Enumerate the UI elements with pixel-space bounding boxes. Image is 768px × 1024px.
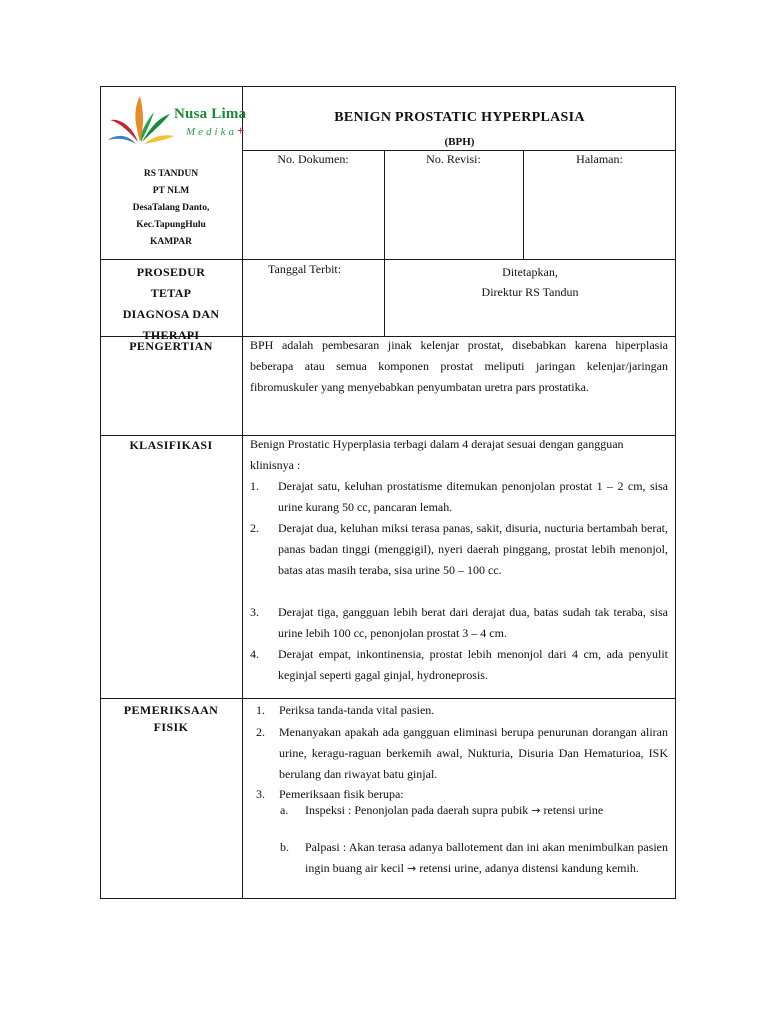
klasifikasi-label: KLASIFIKASI: [129, 438, 213, 452]
ditetapkan-label: Ditetapkan,: [502, 265, 558, 279]
pemeriksaan-label: [100, 702, 242, 736]
hospital-line: DesaTalang Danto,: [132, 203, 210, 213]
pemeriksaan-item: Periksa tanda-tanda vital pasien.: [279, 703, 435, 717]
procedure-line: DIAGNOSA DAN: [122, 307, 220, 321]
leaf-emblem-icon: [106, 92, 176, 148]
sub-list-letter: a.: [280, 803, 289, 817]
row-divider-4: [100, 698, 676, 699]
title-divider: [242, 150, 676, 151]
list-number: 4.: [250, 647, 259, 661]
company-logo: [106, 92, 247, 150]
logo-name-line2: Medika+: [186, 123, 245, 138]
pemeriksaan-item: Pemeriksaan fisik berupa:: [279, 787, 404, 801]
list-number: 3.: [250, 605, 259, 619]
pengertian-label: PENGERTIAN: [129, 339, 213, 353]
arrow-right-icon: →: [531, 804, 541, 817]
border-bottom: [100, 898, 676, 899]
sub-list-letter: b.: [280, 840, 289, 854]
direktur-label: Direktur RS Tandun: [481, 285, 579, 299]
list-number: 2.: [250, 521, 259, 535]
document-title: BENIGN PROSTATIC HYPERPLASIA: [334, 110, 585, 125]
no-revisi-label: No. Revisi:: [426, 152, 481, 166]
procedure-line: PROSEDUR: [136, 265, 206, 279]
tanggal-terbit-label: Tanggal Terbit:: [268, 262, 342, 276]
klasifikasi-item: Derajat dua, keluhan miksi terasa panas, sakit, disuria, nucturia bertambah berat, panas badan tinggi (menggigil), nyeri daerah pinggang, prostat lebih menonjol, batas atas masih teraba, sisa urine 50 – 100 cc.: [278, 521, 668, 577]
halaman-label: Halaman:: [576, 152, 623, 166]
list-number: 1.: [250, 479, 259, 493]
hospital-line: RS TANDUN: [143, 169, 199, 179]
logo-name-line1: Nusa Lima: [174, 106, 247, 122]
klasifikasi-item: Derajat empat, inkontinensia, prostat lebih menonjol dari 4 cm, ada penyulit keginjal seperti gagal ginjal, hydroneprosis.: [278, 647, 668, 682]
pengertian-text: BPH adalah pembesaran jinak kelenjar prostat, disebabkan karena hiperplasia beberapa atau semua komponen prostat meliputi jaringan kelenjar/jaringan fibromuskuler yang menyebabkan penyumbatan uretra pars prostatika.: [250, 338, 668, 394]
hospital-info: [100, 166, 242, 251]
no-dokumen-label: No. Dokumen:: [277, 152, 349, 166]
row-divider-1: [100, 259, 676, 260]
list-number: 3.: [256, 787, 265, 801]
logo-plus-icon: +: [236, 123, 245, 138]
pemeriksaan-label-line: PEMERIKSAAN: [123, 703, 219, 717]
column-divider: [242, 86, 243, 899]
pemeriksaan-label-line: FISIK: [153, 720, 189, 734]
klasifikasi-intro: Benign Prostatic Hyperplasia terbagi dalam 4 derajat sesuai dengan gangguan klinisnya :: [250, 437, 624, 472]
arrow-right-icon: →: [406, 862, 417, 875]
sop-document: [100, 86, 676, 899]
hospital-line: Kec.TapungHulu: [136, 220, 206, 230]
list-number: 1.: [256, 703, 265, 717]
pemeriksaan-item: Menanyakan apakah ada gangguan eliminasi berupa penurunan dorangan aliran urine, keragu-raguan berkemih awal, Nukturia, Disuria Dan Hematurioa, ISK berulang dan riwayat batu ginjal.: [279, 725, 668, 781]
approval-block: [384, 262, 676, 302]
procedure-line: TETAP: [150, 286, 192, 300]
pemeriksaan-subitem: Palpasi : Akan terasa adanya ballotement dan ini akan menimbulkan pasien ingin buang air kecil → retensi urine, adanya distensi kandung kemih.: [305, 840, 668, 875]
klasifikasi-item: Derajat satu, keluhan prostatisme ditemukan penonjolan prostat 1 – 2 cm, sisa urine kurang 50 cc, pancaran lemah.: [278, 479, 668, 514]
hospital-line: KAMPAR: [149, 237, 193, 247]
procedure-label: [100, 262, 242, 346]
hospital-line: PT NLM: [152, 186, 190, 196]
border-right: [675, 86, 676, 899]
procedure-line: THERAPI: [142, 328, 200, 342]
klasifikasi-item: Derajat tiga, gangguan lebih berat dari derajat dua, batas sudah tak teraba, sisa urine lebih 100 cc, penonjolan prostat 3 – 4 cm.: [278, 605, 668, 640]
document-subtitle: (BPH): [444, 136, 475, 148]
pemeriksaan-subitem: Inspeksi : Penonjolan pada daerah supra pubik → retensi urine: [305, 803, 604, 817]
border-top: [100, 86, 676, 87]
list-number: 2.: [256, 725, 265, 739]
header-divider-a: [384, 150, 385, 337]
